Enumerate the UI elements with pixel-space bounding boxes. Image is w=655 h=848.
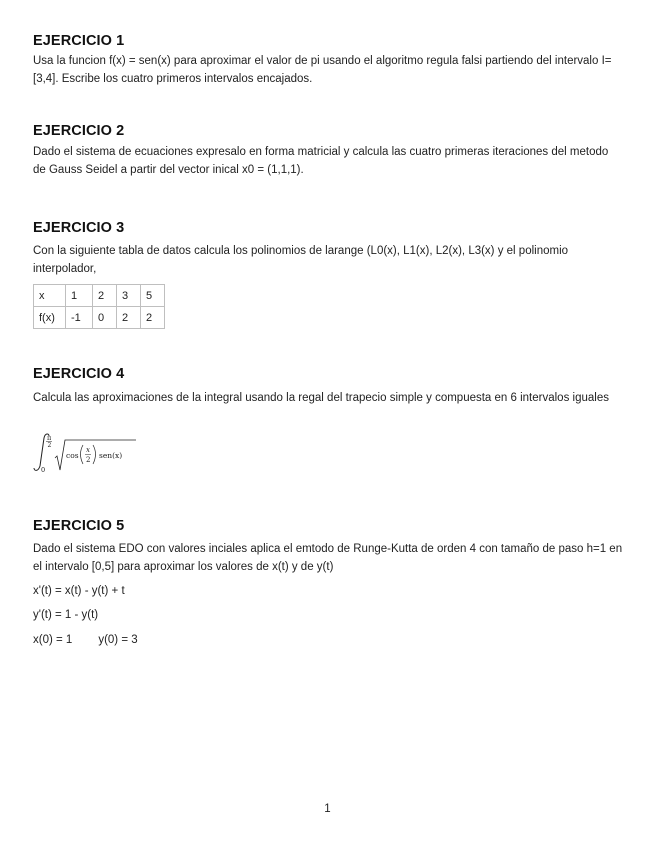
exercise-3-text: Con la siguiente tabla de datos calcula los polinomios de larange (L0(x), L1(x), L2(x), L3(x) y el polinomio interpolador,: [33, 245, 569, 275]
fraction-numerator: x: [86, 446, 90, 454]
right-paren: [93, 445, 96, 464]
table-cell: 2: [93, 285, 117, 307]
initial-condition-y: y(0) = 3: [98, 634, 138, 646]
exercise-5-text: Dado el sistema EDO con valores inciales aplica el emtodo de Runge-Kutta de orden 4 con tamaño de paso h=1 en el intervalo [0,5] para aproximar los valores de x(t) y de y(t): [33, 543, 623, 573]
table-row: [34, 285, 165, 307]
page-number: 1: [324, 803, 331, 815]
exercise-3-title: EJERCICIO 3: [33, 220, 125, 236]
exercise-1-title: EJERCICIO 1: [33, 33, 125, 49]
exercise-2-title: EJERCICIO 2: [33, 123, 125, 139]
fraction-denominator: 2: [86, 456, 91, 464]
initial-conditions: [33, 634, 138, 646]
table-cell: -1: [66, 307, 93, 329]
left-paren: [81, 445, 84, 464]
upper-limit-numerator: π: [47, 434, 52, 442]
exercise-4-title: EJERCICIO 4: [33, 366, 125, 382]
table-cell: 2: [117, 307, 141, 329]
equation-x: x'(t) = x(t) - y(t) + t: [33, 585, 125, 597]
table-cell: 3: [117, 285, 141, 307]
table-cell: x: [34, 285, 66, 307]
exercise-4-text: Calcula las aproximaciones de la integral usando la regal del trapecio simple y compuesta en 6 intervalos iguales: [33, 392, 609, 404]
data-table: [33, 284, 165, 329]
exercise-5-title: EJERCICIO 5: [33, 518, 125, 534]
integral-formula: [33, 432, 143, 474]
upper-limit-denominator: 2: [47, 442, 52, 449]
equation-y: y'(t) = 1 - y(t): [33, 609, 99, 621]
table-cell: 1: [66, 285, 93, 307]
table-cell: 0: [93, 307, 117, 329]
initial-condition-x: x(0) = 1: [33, 634, 73, 646]
table-cell: f(x): [34, 307, 66, 329]
exercise-1-text: Usa la funcion f(x) = sen(x) para aproximar el valor de pi usando el algoritmo regula falsi partiendo del intervalo I=[3,4]. Escribe los cuatro primeros intervalos encajados.: [33, 55, 612, 85]
cos-label: cos: [66, 451, 79, 460]
table-row: [34, 307, 165, 329]
lower-limit: 0: [41, 466, 46, 474]
table-cell: 2: [141, 307, 165, 329]
sen-label: sen(x): [99, 451, 123, 460]
table-cell: 5: [141, 285, 165, 307]
exercise-2-text: Dado el sistema de ecuaciones expresalo en forma matricial y calcula las cuatro primeras iteraciones del metodo de Gauss Seidel a partir del vector inical x0 = (1,1,1).: [33, 146, 609, 176]
